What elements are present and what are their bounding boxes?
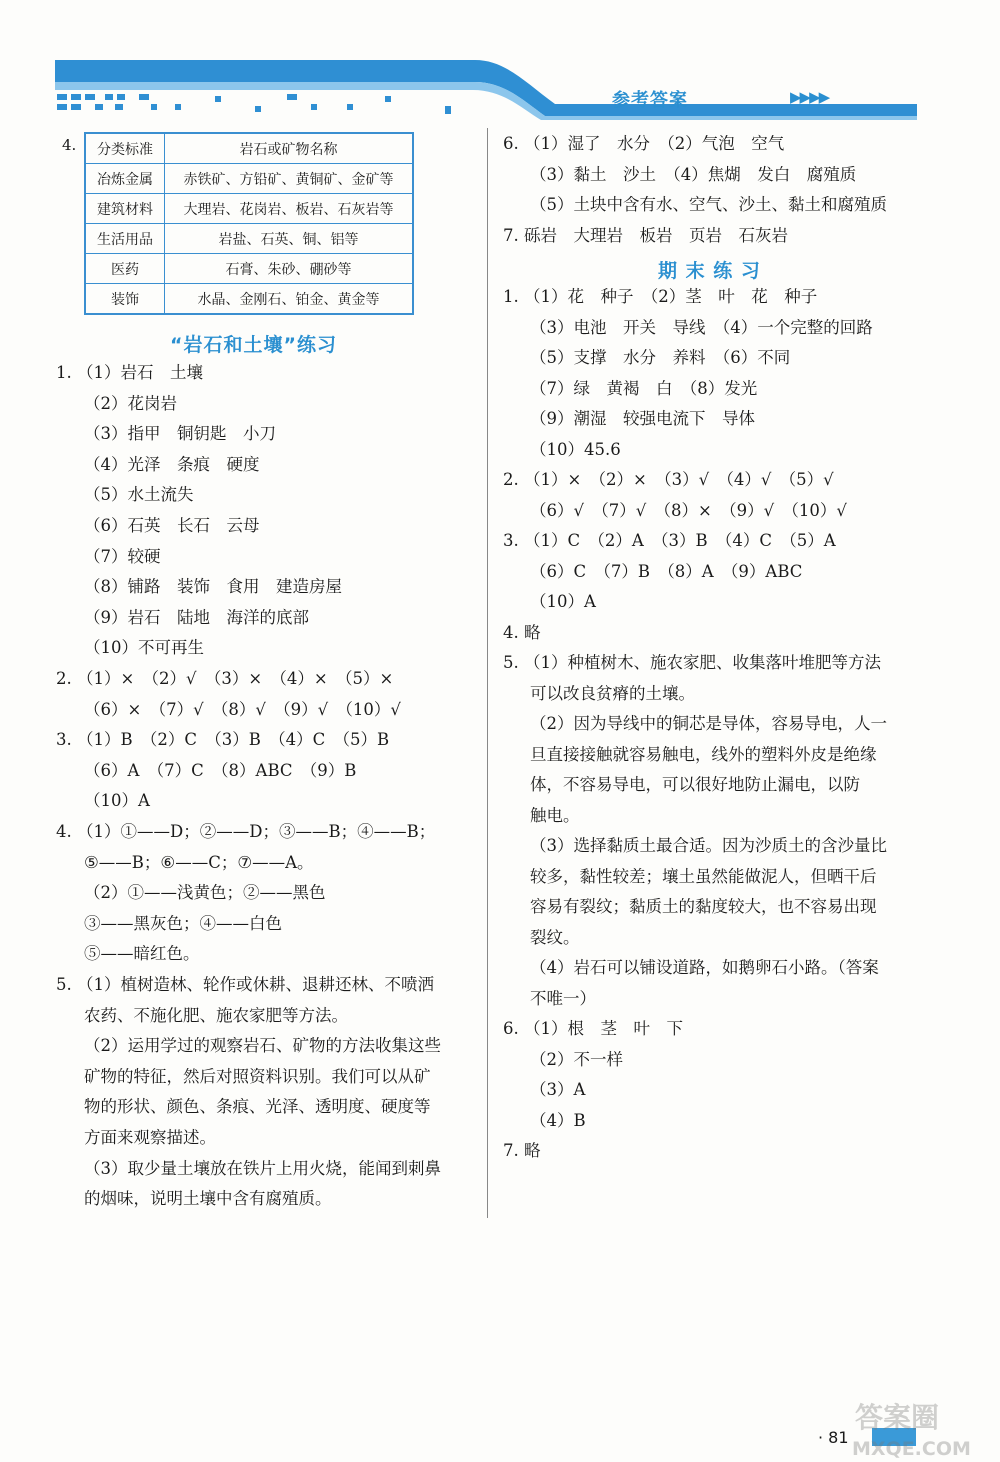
answer-line: （3）A — [530, 1080, 586, 1099]
answer-line: 1. （1）岩石 土壤 — [56, 363, 203, 382]
answer-line: 矿物的特征，然后对照资料识别。我们可以从矿 — [84, 1066, 431, 1086]
section-title-final-exercise: 期 末 练 习 — [658, 260, 761, 282]
answer-line: 6. （1）根 茎 叶 下 — [503, 1019, 683, 1038]
table-cell: 生活用品 — [85, 224, 165, 254]
answer-line: （2）花岗岩 — [84, 393, 177, 413]
table-row — [85, 194, 413, 224]
answer-line: 农药、不施化肥、施农家肥等方法。 — [84, 1005, 348, 1025]
answer-line: 4. 略 — [503, 622, 541, 642]
question-number: 4. — [62, 136, 77, 154]
answer-line: 较多，黏性较差；壤土虽然能做泥人，但晒干后 — [530, 866, 877, 886]
answer-line: 2. （1）× （2）√ （3）× （4）× （5）× — [56, 669, 394, 688]
answer-line: （5）支撑 水分 养料 （6）不同 — [530, 348, 791, 367]
answer-line: 1. （1）花 种子 （2）茎 叶 花 种子 — [503, 287, 818, 306]
answer-line: 的烟味，说明土壤中含有腐殖质。 — [84, 1189, 332, 1209]
answer-line: ③——黑灰色；④——白色 — [84, 913, 282, 933]
answer-line: ⑤——暗红色。 — [84, 944, 200, 964]
answer-line: 3. （1）B （2）C （3）B （4）C （5）B — [56, 730, 390, 750]
answer-line: 不唯一） — [530, 988, 596, 1008]
table-cell: 装饰 — [85, 284, 165, 315]
answer-line: 5. （1）植树造林、轮作或休耕、退耕还林、不喷洒 — [56, 975, 434, 994]
table-row — [85, 133, 413, 164]
table-cell: 大理岩、花岗岩、板岩、石灰岩等 — [165, 194, 414, 224]
answer-line: 方面来观察描述。 — [84, 1128, 216, 1147]
watermark-logo: 答案圈 — [855, 1401, 940, 1434]
table-cell: 医药 — [85, 254, 165, 284]
answer-line: 体，不容易导电，可以很好地防止漏电，以防 — [530, 775, 860, 794]
answer-line: 触电。 — [530, 805, 580, 825]
answer-line: （3）电池 开关 导线 （4）一个完整的回路 — [530, 317, 873, 337]
header-band — [55, 52, 917, 124]
answer-line: （4）光泽 条痕 硬度 — [84, 454, 260, 474]
answer-line: （6）C （7）B （8）A （9）ABC — [530, 561, 803, 581]
answer-line: （10）45.6 — [530, 439, 621, 459]
header-arrows-icon: ▶▶▶▶ — [790, 88, 829, 106]
answer-line: （5）水土流失 — [84, 485, 194, 505]
table-cell: 石膏、朱砂、硼砂等 — [165, 254, 414, 284]
answer-line: 可以改良贫瘠的土壤。 — [530, 683, 695, 703]
page-number: · 81 — [818, 1428, 849, 1447]
answer-line: （10）A — [530, 592, 596, 611]
answer-line: （3）黏土 沙土 （4）焦煳 发白 腐殖质 — [530, 164, 857, 184]
answer-line: ⑤——B；⑥——C；⑦——A。 — [84, 852, 314, 872]
table-cell: 分类标准 — [85, 133, 165, 164]
answer-line: （5）土块中含有水、空气、沙土、黏土和腐殖质 — [530, 195, 887, 214]
watermark-url: MXQE.COM — [852, 1438, 971, 1460]
section-title-rocks-soil: “岩石和土壤”练习 — [170, 334, 337, 356]
classification-table — [84, 132, 414, 315]
table-row — [85, 254, 413, 284]
answer-line: 7. 略 — [503, 1141, 541, 1160]
answer-line: （2）①——浅黄色；②——黑色 — [84, 883, 326, 903]
answer-line: （8）铺路 装饰 食用 建造房屋 — [84, 577, 342, 597]
answer-line: （7）绿 黄褐 白 （8）发光 — [530, 378, 758, 398]
answer-line: 3. （1）C （2）A （3）B （4）C （5）A — [503, 531, 836, 550]
answer-line: 物的形状、颜色、条痕、光泽、透明度、硬度等 — [84, 1097, 431, 1117]
answer-line: （4）岩石可以铺设道路，如鹅卵石小路。（答案 — [530, 958, 879, 977]
answer-line: （7）较硬 — [84, 546, 161, 566]
answer-line: （3）指甲 铜钥匙 小刀 — [84, 424, 276, 444]
table-cell: 岩石或矿物名称 — [165, 133, 414, 164]
answer-line: 4. （1）①——D；②——D；③——B；④——B； — [56, 822, 436, 841]
table-row — [85, 164, 413, 194]
answer-line: （4）B — [530, 1110, 586, 1130]
answer-line: （10）A — [84, 791, 150, 811]
table-cell: 冶炼金属 — [85, 164, 165, 194]
answer-line: （6）× （7）√ （8）√ （9）√ （10）√ — [84, 699, 401, 719]
table-cell: 建筑材料 — [85, 194, 165, 224]
table-row — [85, 224, 413, 254]
answer-line: （9）岩石 陆地 海洋的底部 — [84, 607, 309, 627]
table-cell: 赤铁矿、方铅矿、黄铜矿、金矿等 — [165, 164, 414, 194]
answer-line: （3）选择黏质土最合适。因为沙质土的含沙量比 — [530, 836, 887, 855]
answer-line: （6）A （7）C （8）ABC （9）B — [84, 760, 357, 780]
answer-line: （6）石英 长石 云母 — [84, 516, 260, 535]
answer-line: （2）运用学过的观察岩石、矿物的方法收集这些 — [84, 1036, 441, 1056]
table-cell: 水晶、金刚石、铂金、黄金等 — [165, 284, 414, 315]
answer-line: （9）潮湿 较强电流下 导体 — [530, 409, 755, 428]
column-divider — [487, 128, 488, 1218]
answer-line: （2）因为导线中的铜芯是导体，容易导电，人一 — [530, 714, 887, 733]
answer-line: （6）√ （7）√ （8）× （9）√ （10）√ — [530, 500, 847, 520]
table-row — [85, 284, 413, 315]
table-cell: 岩盐、石英、铜、铝等 — [165, 224, 414, 254]
answer-line: 2. （1）× （2）× （3）√ （4）√ （5）√ — [503, 470, 834, 489]
answer-line: 容易有裂纹；黏质土的黏度较大，也不容易出现 — [530, 897, 877, 916]
answer-line: （10）不可再生 — [84, 638, 204, 658]
answer-line: （3）取少量土壤放在铁片上用火烧，能闻到刺鼻 — [84, 1158, 441, 1178]
answer-line: 裂纹。 — [530, 927, 580, 947]
answer-line: （2）不一样 — [530, 1049, 623, 1069]
answer-line: 7. 砾岩 大理岩 板岩 页岩 石灰岩 — [503, 225, 788, 245]
answer-line: 5. （1）种植树木、施农家肥、收集落叶堆肥等方法 — [503, 653, 881, 672]
header-title: 参考答案 — [612, 90, 688, 111]
answer-line: 旦直接接触就容易触电，线外的塑料外皮是绝缘 — [530, 744, 877, 764]
answer-line: 6. （1）湿了 水分 （2）气泡 空气 — [503, 134, 785, 153]
